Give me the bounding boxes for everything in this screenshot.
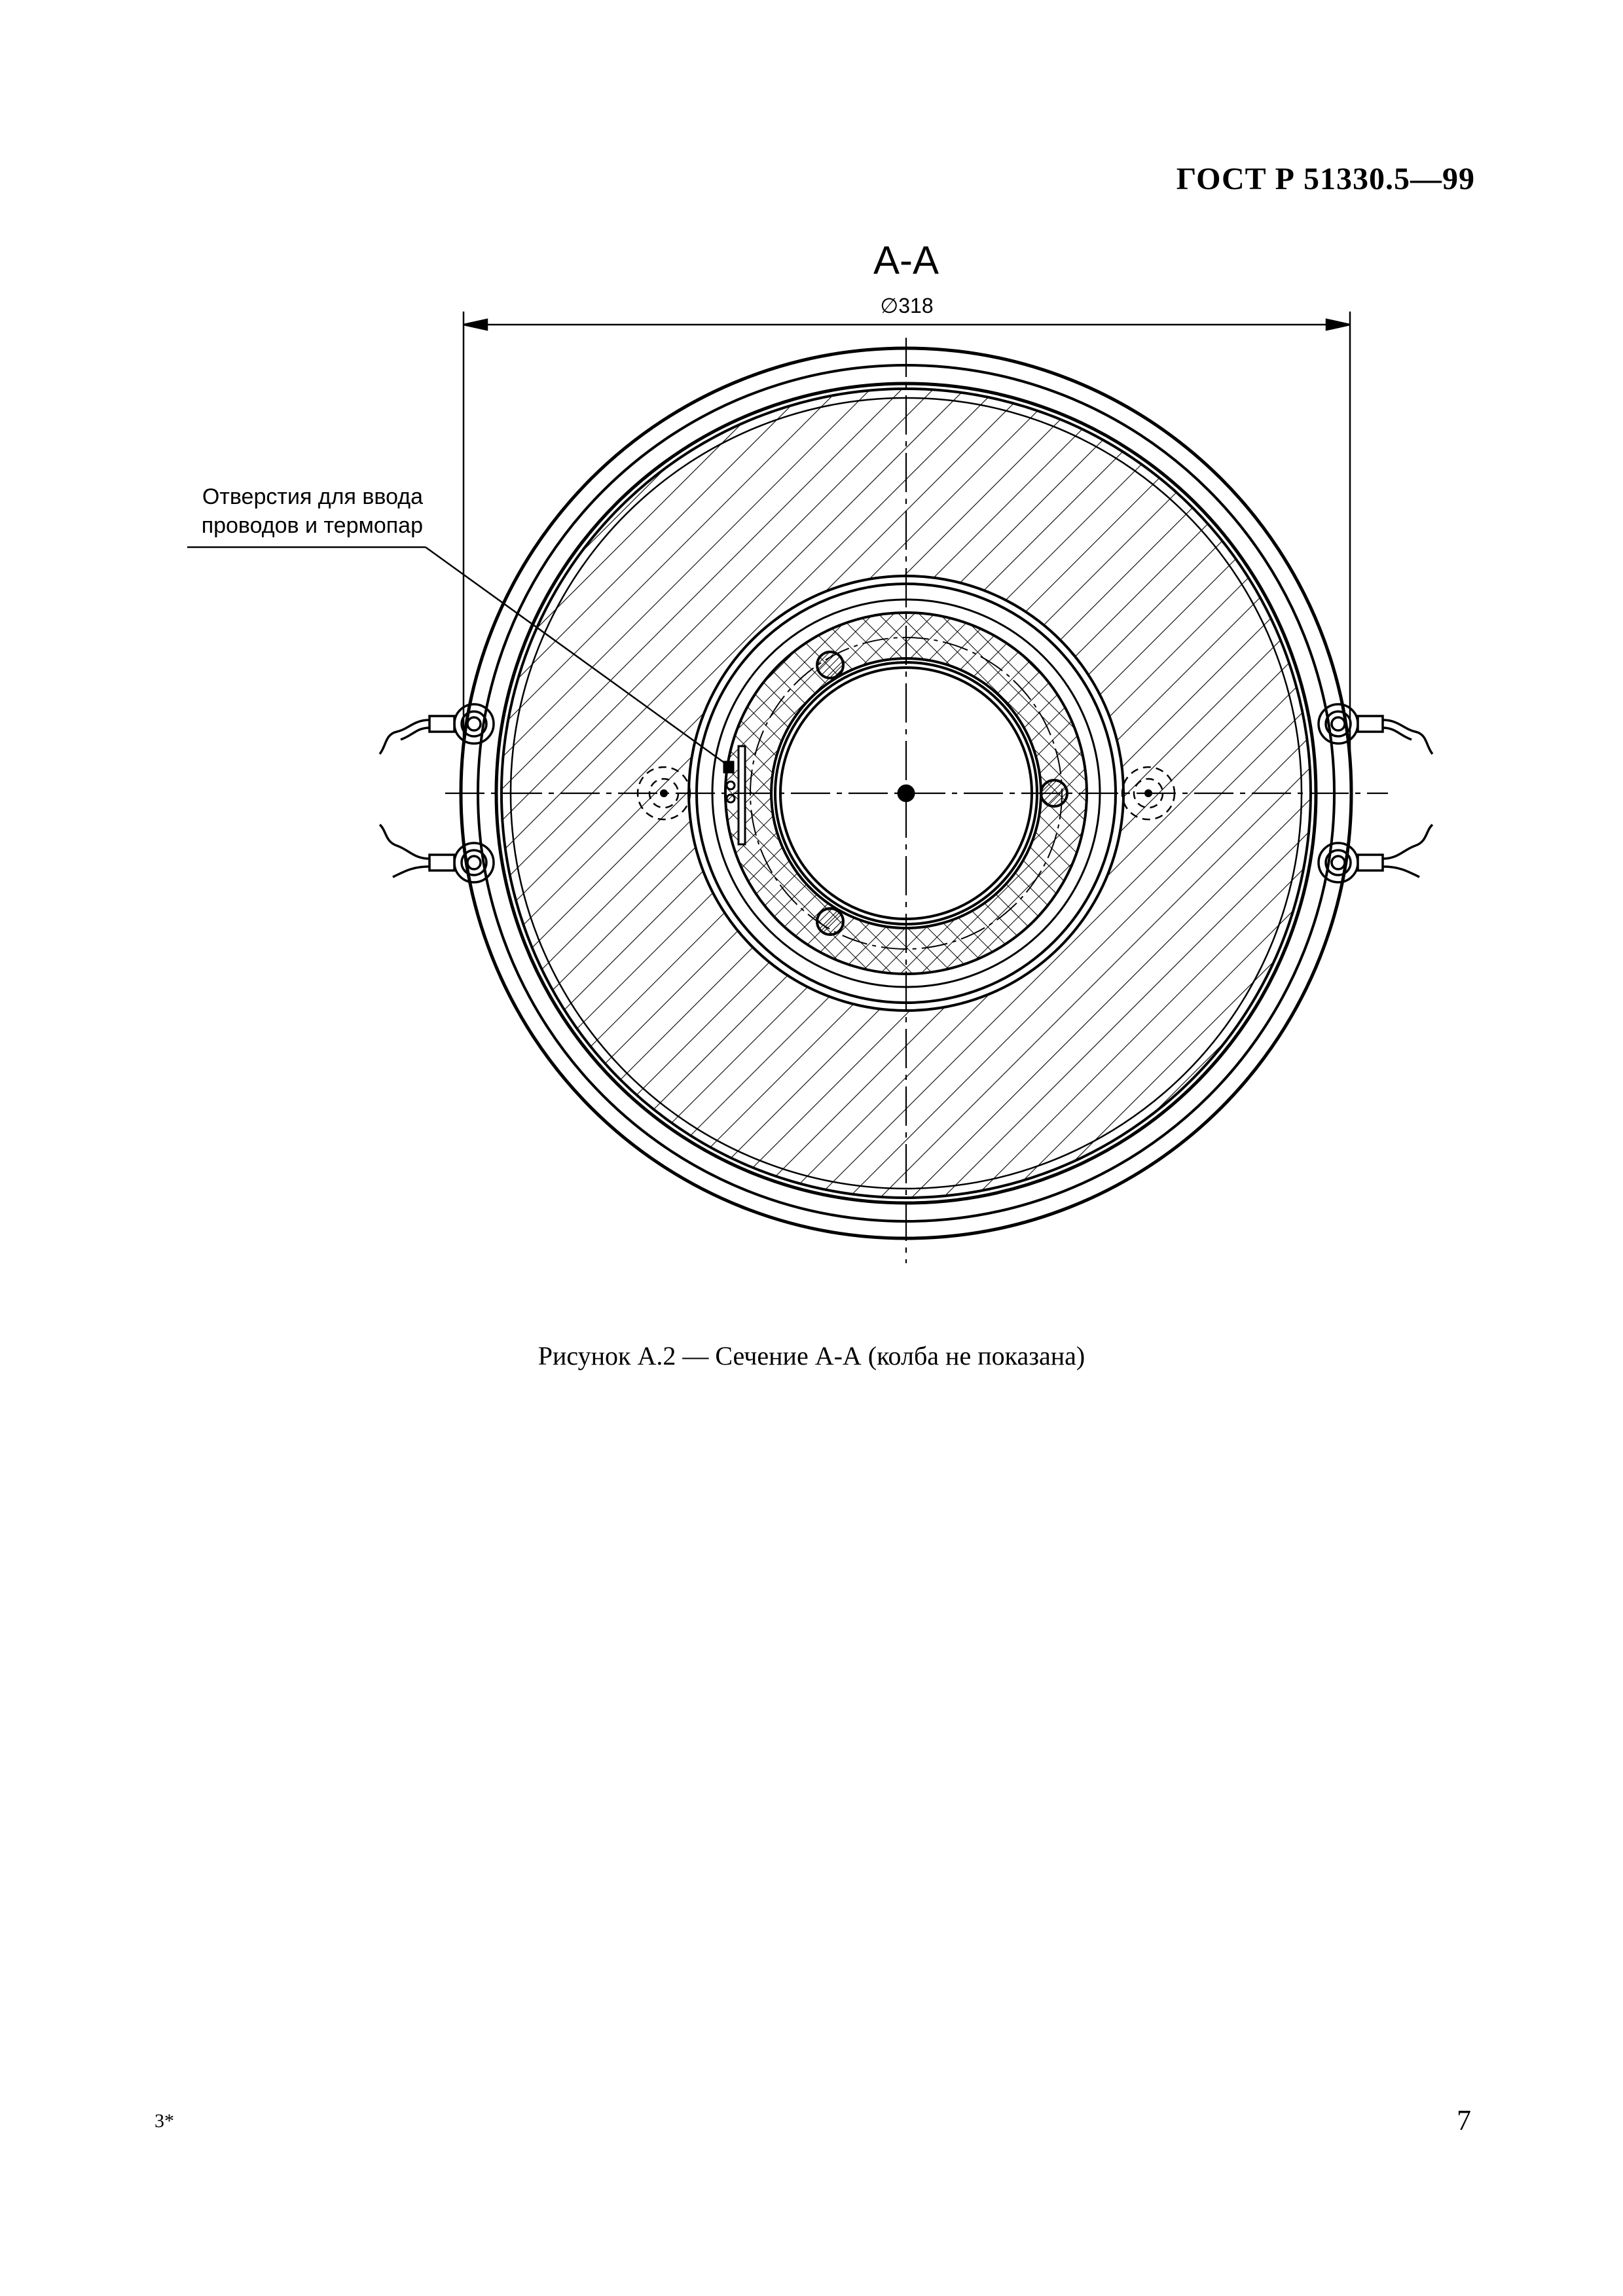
section-label: А-А <box>873 238 939 282</box>
screw-top <box>817 652 843 678</box>
cable-gland-right-top <box>1319 704 1432 754</box>
cable-gland-right-bottom <box>1319 825 1432 882</box>
diameter-label: ∅318 <box>880 294 934 317</box>
callout-line2: проводов и термопар <box>201 513 423 538</box>
page-number: 7 <box>1457 2104 1471 2136</box>
screw-bottom <box>817 908 843 935</box>
callout-line1: Отверстия для ввода <box>202 484 423 509</box>
figure-caption: Рисунок А.2 — Сечение А-А (колба не показана) <box>538 1341 1085 1371</box>
standard-designation: ГОСТ Р 51330.5—99 <box>1176 162 1475 196</box>
cable-gland-left-bottom <box>380 825 494 882</box>
footer-mark: 3* <box>155 2110 174 2132</box>
cable-gland-left-top <box>380 704 494 754</box>
